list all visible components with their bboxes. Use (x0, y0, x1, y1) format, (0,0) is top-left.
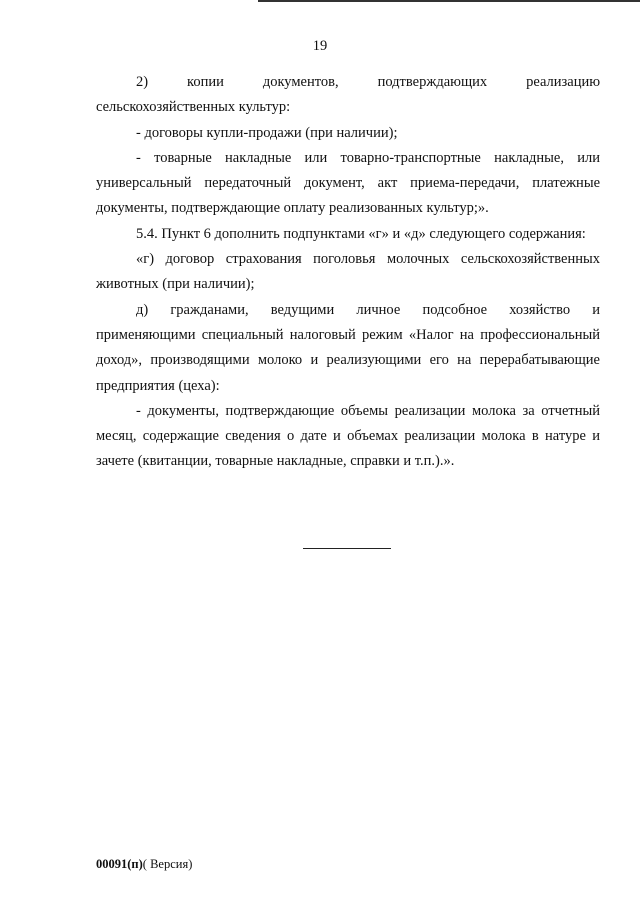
word: копии (187, 74, 224, 90)
contracts-line: - договоры купли-продажи (при наличии); (136, 124, 398, 141)
end-separator-line (303, 548, 391, 549)
word: личное (356, 301, 401, 318)
footer-doc-code (96, 857, 192, 872)
paragraph-2-line-2: сельскохозяйственных культур: (96, 99, 291, 116)
waybills-line-1: - товарные накладные или товарно-транспортные накладные, или (136, 149, 600, 166)
word: подтверждающих (377, 74, 488, 90)
page-number: 19 (312, 38, 328, 54)
document-body (96, 70, 600, 475)
waybills-line-3: документы, подтверждающие оплату реализованных культур;». (96, 200, 489, 217)
subclause-d-line-4: предприятия (цеха): (96, 377, 220, 394)
subclause-d-line-1 (96, 298, 600, 323)
milk-docs-line-3: зачете (квитанции, товарные накладные, справки и т.п.).». (96, 453, 455, 470)
subclause-g-line-2: животных (при наличии); (96, 276, 255, 293)
word: д) (136, 301, 149, 318)
word: 2) (136, 74, 149, 90)
word: и (592, 301, 601, 318)
milk-docs-line-2: месяц, содержащие сведения о дате и объемах реализации молока в натуре и (96, 428, 600, 445)
word: реализацию (526, 74, 601, 90)
footer-code: 00091(п) (96, 857, 143, 871)
scan-top-border (258, 0, 640, 2)
footer-version: ( Версия) (142, 857, 193, 871)
paragraph-2-line-1 (96, 70, 600, 95)
word: подсобное (422, 301, 488, 318)
subclause-d-line-3: доход», производящими молоко и реализующими его на перерабатывающие (96, 352, 600, 369)
word: хозяйство (509, 301, 571, 318)
waybills-line-2: универсальный передаточный документ, акт приема-передачи, платежные (96, 175, 600, 192)
word: ведущими (270, 301, 335, 318)
milk-docs-line-1: - документы, подтверждающие объемы реализации молока за отчетный (136, 402, 600, 419)
word: документов, (262, 74, 339, 90)
subclause-g-line-1: «г) договор страхования поголовья молочных сельскохозяйственных (136, 251, 600, 268)
word: гражданами, (170, 301, 249, 318)
clause-5-4-line: 5.4. Пункт 6 дополнить подпунктами «г» и «д» следующего содержания: (136, 225, 586, 242)
subclause-d-line-2: применяющими специальный налоговый режим «Налог на профессиональный (96, 326, 600, 343)
